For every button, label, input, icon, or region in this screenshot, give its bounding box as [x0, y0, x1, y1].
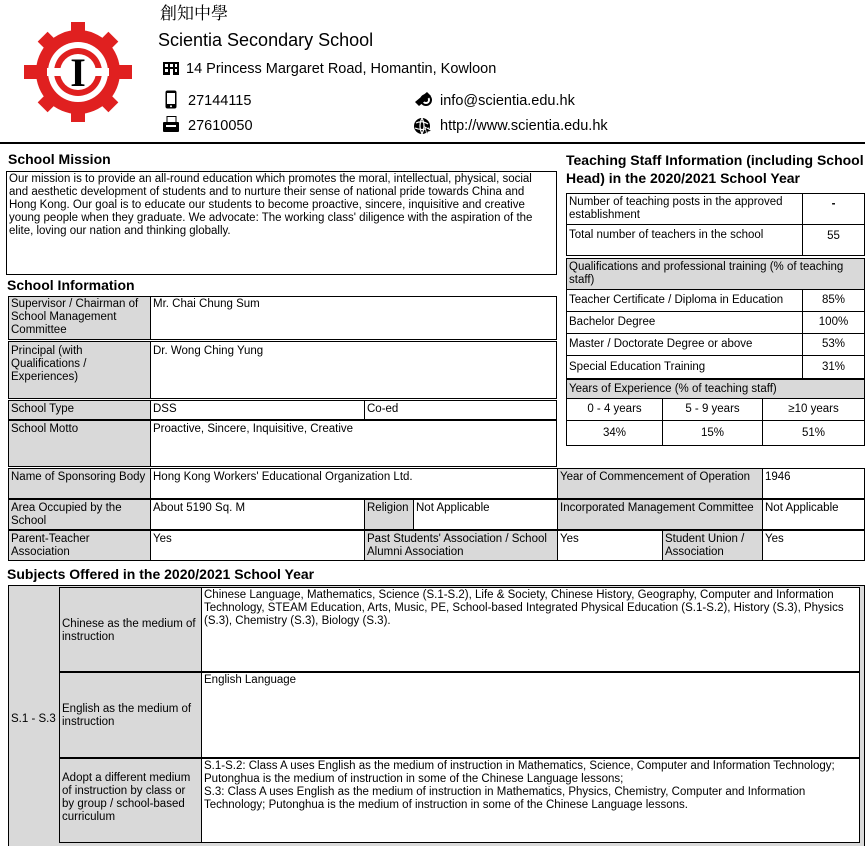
commencement-value: 1946 — [762, 468, 865, 499]
subject-medium-label: Adopt a different medium of instruction by class or by group / school-based curriculum — [59, 758, 202, 843]
principal-value: Dr. Wong Ching Yung — [150, 341, 557, 399]
globe-icon — [413, 116, 433, 136]
pta-value: Yes — [150, 530, 365, 561]
qualification-value: 85% — [802, 289, 865, 312]
school-name-zh: 創知中學 — [160, 4, 228, 23]
subject-medium-value — [201, 758, 860, 843]
commencement-label: Year of Commencement of Operation — [557, 468, 763, 499]
school-fax: 27610050 — [188, 118, 253, 134]
imc-label: Incorporated Management Committee — [557, 499, 763, 530]
area-label: Area Occupied by the School — [8, 499, 151, 530]
email-icon — [413, 90, 433, 108]
total-value: 55 — [802, 224, 865, 256]
building-icon — [162, 60, 180, 76]
school-motto-value: Proactive, Sincere, Inquisitive, Creative — [150, 420, 557, 467]
total-label: Total number of teachers in the school — [566, 224, 803, 256]
qualification-label: Bachelor Degree — [566, 311, 803, 334]
subject-medium-label: English as the medium of instruction — [59, 672, 202, 758]
qualification-label: Teacher Certificate / Diploma in Education — [566, 289, 803, 312]
school-info-title: School Information — [7, 277, 135, 293]
school-gender-value: Co-ed — [364, 400, 557, 420]
qualification-label: Special Education Training — [566, 355, 803, 379]
qualification-value: 100% — [802, 311, 865, 334]
subject-medium-label: Chinese as the medium of instruction — [59, 587, 202, 672]
subject-medium-value-part: S.1-S.2: Class A uses English as the medium of instruction in Mathematics, Science, Computer and Information Technology; Putonghua is the medium of instruction in some of the Chinese Language lessons; — [204, 760, 835, 785]
logo-letter: I — [70, 50, 86, 95]
school-logo — [24, 22, 132, 122]
experience-value: 34% — [566, 420, 663, 446]
imc-value: Not Applicable — [762, 499, 865, 530]
experience-value: 15% — [662, 420, 763, 446]
school-name-en: Scientia Secondary School — [158, 30, 374, 50]
school-email[interactable]: info@scientia.edu.hk — [440, 93, 575, 109]
sponsor-value: Hong Kong Workers' Educational Organization Ltd. — [150, 468, 558, 499]
supervisor-value: Mr. Chai Chung Sum — [150, 296, 557, 340]
experience-header: Years of Experience (% of teaching staff) — [566, 379, 865, 399]
experience-label: 0 - 4 years — [566, 398, 663, 421]
experience-label: 5 - 9 years — [662, 398, 763, 421]
qualification-label: Master / Doctorate Degree or above — [566, 333, 803, 356]
school-website[interactable]: http://www.scientia.edu.hk — [440, 118, 608, 134]
principal-label: Principal (with Qualifications / Experiences) — [8, 341, 151, 399]
header-divider — [0, 142, 865, 144]
qualification-value: 31% — [802, 355, 865, 379]
school-type-label: School Type — [8, 400, 151, 420]
subjects-level-label: S.1 - S.3 — [11, 713, 56, 725]
subjects-title: Subjects Offered in the 2020/2021 School Year — [7, 566, 315, 582]
school-phone: 27144115 — [188, 93, 252, 109]
area-value: About 5190 Sq. M — [150, 499, 365, 530]
mobile-phone-icon — [165, 90, 177, 109]
experience-value: 51% — [762, 420, 865, 446]
fax-icon — [162, 116, 180, 133]
school-address: 14 Princess Margaret Road, Homantin, Kowloon — [186, 61, 497, 77]
school-motto-label: School Motto — [8, 420, 151, 467]
pta-label: Parent-Teacher Association — [8, 530, 151, 561]
supervisor-label: Supervisor / Chairman of School Management Committee — [8, 296, 151, 340]
student-union-label: Student Union / Association — [662, 530, 763, 561]
staff-title: Teaching Staff Information (including School Head) in the 2020/2021 School Year — [566, 152, 864, 186]
experience-label: ≥10 years — [762, 398, 865, 421]
qualifications-header: Qualifications and professional training (% of teaching staff) — [566, 258, 865, 290]
sponsor-label: Name of Sponsoring Body — [8, 468, 151, 499]
alumni-value: Yes — [557, 530, 663, 561]
subject-medium-value: English Language — [201, 672, 860, 758]
alumni-label: Past Students' Association / School Alumni Association — [364, 530, 558, 561]
mission-title: School Mission — [8, 151, 111, 167]
subject-medium-value-part: S.3: Class A uses English as the medium of instruction in Mathematics, Physics, Chemistry, Computer and Information Technology; Putonghua is the medium of instruction in some of the Chinese Language lessons. — [204, 786, 806, 811]
religion-label: Religion — [364, 499, 414, 530]
posts-label: Number of teaching posts in the approved establishment — [566, 193, 803, 225]
student-union-value: Yes — [762, 530, 865, 561]
subject-medium-value: Chinese Language, Mathematics, Science (S.1-S.2), Life & Society, Chinese History, Geography, Computer and Information Technology, STEAM Education, Arts, Music, PE, School-based Integrated Physical Education (S.1-S.2), History (S.3), Physics (S.3), Chemistry (S.3), Biology (S.3). — [201, 587, 860, 672]
qualification-value: 53% — [802, 333, 865, 356]
mission-text: Our mission is to provide an all-round education which promotes the moral, intellectual, physical, social and aesthetic development of students and to nurture their sense of national pride towards China and Hong Kong. Our goal is to educate our students to become proactive, sincere, inquisitive and creative young people when they graduate. We advocate: The working class' diligence with the aspiration of the elite, loving our nation and thinking globally. — [6, 171, 557, 275]
posts-value: - — [802, 193, 865, 225]
religion-value: Not Applicable — [413, 499, 558, 530]
school-type-value: DSS — [150, 400, 365, 420]
